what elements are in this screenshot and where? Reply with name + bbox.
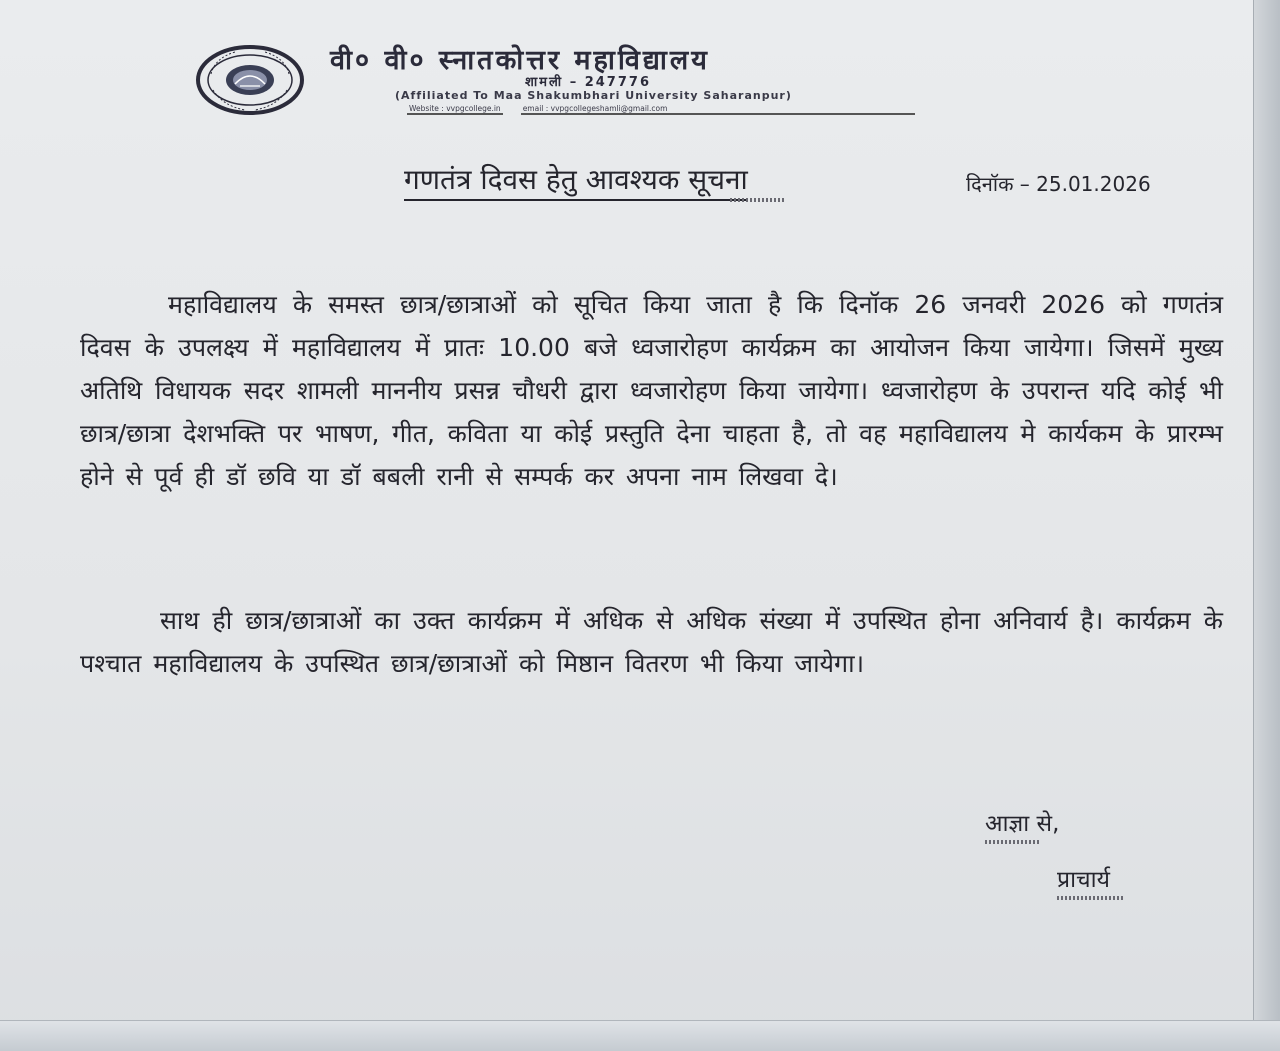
window-scrollbar[interactable]	[1253, 0, 1280, 1051]
spellcheck-underline	[985, 840, 1041, 844]
taskbar	[0, 1020, 1280, 1051]
college-logo-icon	[195, 44, 305, 116]
college-city: शामली – 247776	[525, 75, 651, 90]
spellcheck-underline	[730, 198, 786, 202]
signatory-title: प्राचार्य	[1057, 867, 1110, 893]
website-text: Website : vvpgcollege.in	[409, 104, 501, 113]
notice-date: दिनॉक – 25.01.2026	[966, 172, 1151, 196]
notice-paragraph-2: साथ ही छात्र/छात्राओं का उक्त कार्यक्रम में अधिक से अधिक संख्या में उपस्थित होना अनिवार्य है। कार्यक्रम के पश्चात महाविद्यालय के उपस्थित छात्र/छात्राओं को मिष्ठान वितरण भी किया जायेगा।	[80, 606, 1223, 678]
email-text: email : vvpgcollegeshamli@gmail.com	[521, 104, 915, 115]
notice-paragraph-1: महाविद्यालय के समस्त छात्र/छात्राओं को सूचित किया जाता है कि दिनॉक 26 जनवरी 2026 को गणतंत्र दिवस के उपलक्ष्य में महाविद्यालय में प्रातः 10.00 बजे ध्वजारोहण कार्यक्रम का आयोजन किया जायेगा। जिसमें मुख्य अतिथि विधायक सदर शामली माननीय प्रसन्न चौधरी द्वारा ध्वजारोहण किया जायेगा। ध्वजारोहण के उपरान्त यदि कोई भी छात्र/छात्रा देशभक्ति पर भाषण, गीत, कविता या कोई प्रस्तुति देना चाहता है, तो वह महाविद्यालय मे कार्यकम के प्रारम्भ होने से पूर्व ही डॉ छवि या डॉ बबली रानी से सम्पर्क कर अपना नाम लिखवा दे।	[80, 290, 1223, 491]
notice-heading: गणतंत्र दिवस हेतु आवश्यक सूचना	[404, 160, 748, 201]
signoff-text: आज्ञा से,	[985, 811, 1060, 837]
college-name: वी० वी० स्नातकोत्तर महाविद्यालय	[330, 45, 710, 76]
college-affiliation: (Affiliated To Maa Shakumbhari University Saharanpur)	[395, 89, 792, 102]
letterhead	[195, 38, 1015, 128]
spellcheck-underline	[1057, 896, 1125, 900]
contact-row	[407, 104, 915, 120]
